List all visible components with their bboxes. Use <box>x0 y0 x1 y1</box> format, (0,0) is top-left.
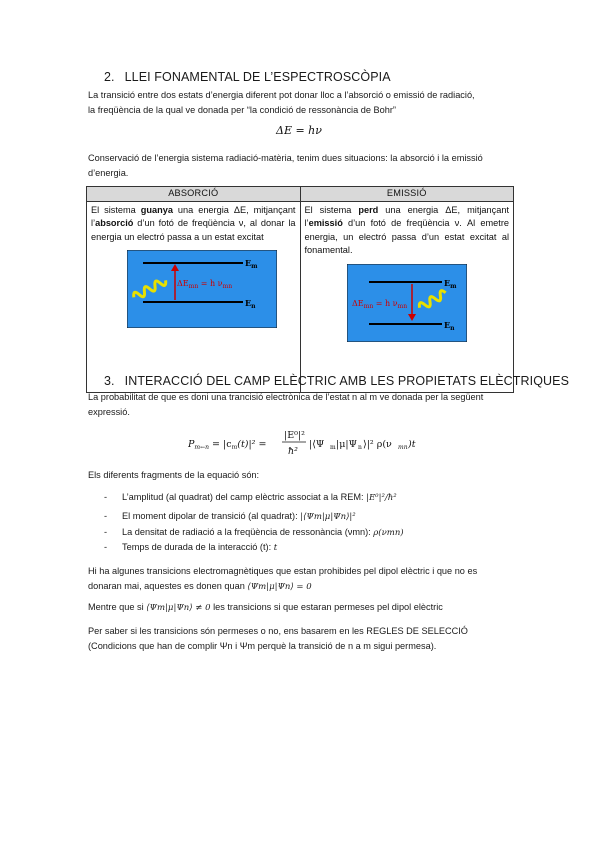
svg-text:ΔEmn = h νmn: $\Delta E_{mn} = h$ $\nu_{mn}$ <box>351 298 407 310</box>
forbidden-paragraph: Hi ha algunes transicions electromagnètiques que estan prohibides pel dipol elèctric i que no es donaran mai, aquestes es donen quan ⟨Ψm|μ|Ψn⟩ = 0 <box>88 566 478 592</box>
svg-text:|⟨Ψ: |⟨Ψ <box>309 439 325 450</box>
absorption-header: ABSORCIÓ <box>87 187 301 202</box>
section-3-title: INTERACCIÓ DEL CAMP ELÈCTRIC AMB LES PROPIETATS ELÈCTRIQUES <box>124 374 570 388</box>
section-3-number: 3. <box>104 374 115 388</box>
svg-text:Em: $E_m$ <box>245 258 258 270</box>
fragment-item-3: - La densitat de radiació a la freqüència de ressonància (νmn): ρ(νmn) <box>104 527 404 538</box>
conservation-paragraph <box>88 151 514 181</box>
allowed-condition: ⟨Ψm|μ|Ψn⟩ ≠ 0 <box>146 603 211 613</box>
svg-text:mn: mn <box>398 444 408 451</box>
fragments-intro: Els diferents fragments de la equació són: <box>88 470 260 480</box>
emission-cell <box>300 201 514 392</box>
svg-text:⟩|² ρ(ν: ⟩|² ρ(ν <box>363 439 392 450</box>
emission-diagram <box>347 264 510 342</box>
svg-text:|μ|Ψ: |μ|Ψ <box>336 439 357 450</box>
section-3-intro-line2: expressió. <box>88 407 130 417</box>
section-2-title: LLEI FONAMENTAL DE L’ESPECTROSCÒPIA <box>124 70 391 84</box>
svg-text:|E⁰|²: |E⁰|² <box>284 430 305 441</box>
section-2-intro-line1: La transició entre dos estats d’energia diferent pot donar lloc a l’absorció o emissió de radiació, <box>88 90 475 100</box>
fragment-item-1: - L’amplitud (al quadrat) del camp elèctric associat a la REM: |E⁰|²/ħ² <box>104 492 397 503</box>
svg-text:Em: $E_m$ <box>443 277 456 290</box>
emission-text: El sistema perd una energia ΔE, mitjançant l’emissió d’un fotó de freqüència ν. Al emetre energia, un electró passa d’un estat excitat al fonamental. <box>304 204 509 255</box>
section-3-intro-line1: La probabilitat de que es doni una trancisió electrònica de l’estat n al m ve donada per la següent <box>88 392 484 402</box>
absorption-diagram <box>127 250 296 328</box>
svg-text:ΔEmn = h νmn: $\Delta E_{mn} = h$ $\nu_{mn}$ <box>177 279 233 290</box>
section-2-number: 2. <box>104 70 115 84</box>
conservation-line2: d’energia. <box>88 168 129 178</box>
section-2-intro-line2: la freqüència de la qual ve donada per “la condició de ressonància de Bohr” <box>88 105 396 115</box>
forbidden-condition: ⟨Ψm|μ|Ψn⟩ = 0 <box>247 582 312 592</box>
absorption-emission-table <box>86 186 514 393</box>
conservation-line1: Conservació de l’energia sistema radiació-matèria, tenim dues situacions: la absorció i la emissió <box>88 153 483 163</box>
svg-text:n: n <box>358 444 362 451</box>
fragment-item-2: - El moment dipolar de transició (al quadrat): |⟨Ψm|μ|Ψn⟩|² <box>104 511 356 522</box>
fragment-item-4: - Temps de durada de la interacció (t): t <box>104 542 278 553</box>
absorption-text: El sistema guanya una energia ΔE, mitjançant l’absorció d’un fotó de freqüència ν, al donar la energia un electró passa a un estat excitat <box>91 204 296 242</box>
svg-text:En: $E_n$ <box>443 319 454 332</box>
probability-equation <box>188 428 448 463</box>
section-2-intro <box>88 88 514 118</box>
svg-text:ħ²: ħ² <box>288 446 298 457</box>
svg-text:En: $E_n$ <box>245 298 256 310</box>
section-3-heading <box>104 374 569 388</box>
svg-text:m: m <box>330 444 336 451</box>
absorption-cell <box>87 201 301 392</box>
svg-text:)t: )t <box>408 439 416 450</box>
bohr-equation: ΔE = hν <box>276 124 322 137</box>
emission-header: EMISSIÓ <box>300 187 514 202</box>
selection-rules-paragraph: Per saber si les transicions són permeses o no, ens basarem en les REGLES DE SELECCIÓ (Condicions que han de complir Ψn i Ψm perquè la transició de n a m sigui permesa). <box>88 626 468 651</box>
section-3-intro <box>88 390 514 420</box>
svg-text:Pm←n = |cm(t)|² =: $P_{m\leftarrow n} = |c_m(t)|^2$ = <box>188 439 267 451</box>
section-2-heading <box>104 70 391 84</box>
allowed-paragraph: Mentre que si ⟨Ψm|μ|Ψn⟩ ≠ 0 les transicions si que estaran permeses pel dipol elèctric <box>88 602 443 613</box>
